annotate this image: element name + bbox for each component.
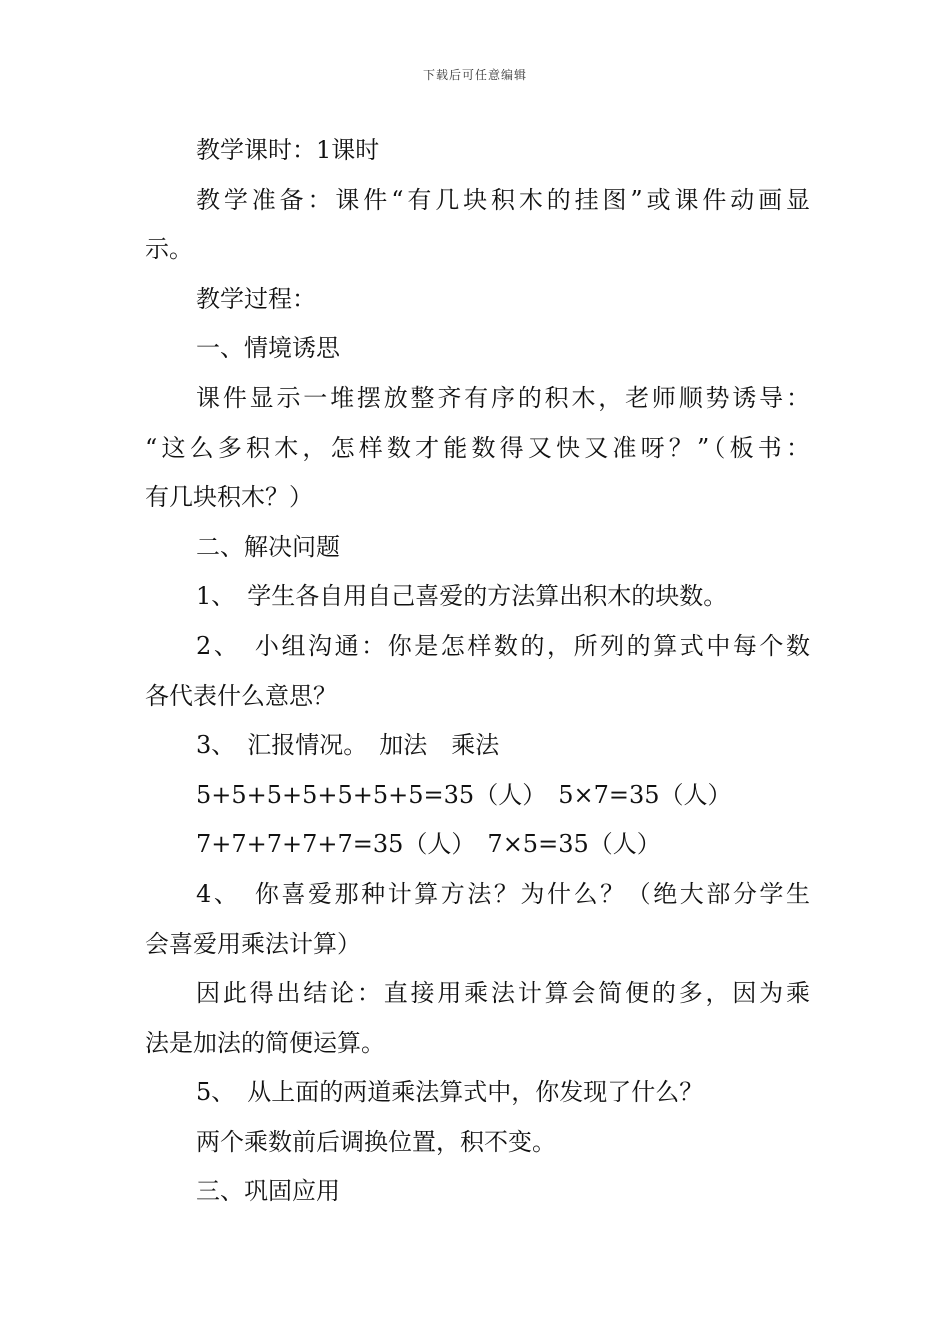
text-line: 因此得出结论：直接用乘法计算会简便的多，因为乘 — [196, 979, 810, 1008]
text-line: 示。 — [145, 235, 193, 264]
text-line: “这么多积木，怎样数才能数得又快又准呀？”（板书： — [145, 433, 810, 462]
page-header: 下载后可任意编辑 — [422, 68, 527, 82]
equation-line: 7+7+7+7+7=35（人） 7×5=35（人） — [196, 830, 661, 859]
text-line: 教学准备：课件“有几块积木的挂图”或课件动画显 — [196, 185, 810, 214]
section-heading: 教学过程： — [196, 284, 316, 313]
document-body — [145, 126, 810, 1217]
list-item: 5、 从上面的两道乘法算式中，你发现了什么？ — [196, 1078, 704, 1107]
equation-line: 5+5+5+5+5+5+5=35（人） 5×7=35（人） — [196, 780, 732, 809]
list-item: 4、 你喜爱那种计算方法？为什么？（绝大部分学生 — [196, 879, 810, 908]
section-heading: 三、巩固应用 — [196, 1177, 340, 1206]
text-line: 法是加法的简便运算。 — [145, 1028, 385, 1057]
list-item: 1、 学生各自用自己喜爱的方法算出积木的块数。 — [196, 582, 728, 611]
section-heading: 一、情境诱思 — [196, 334, 340, 363]
list-item: 2、 小组沟通：你是怎样数的，所列的算式中每个数 — [196, 631, 810, 660]
text-line: 各代表什么意思？ — [145, 681, 337, 710]
text-line: 教学课时：1课时 — [196, 136, 380, 164]
text-line: 会喜爱用乘法计算） — [145, 929, 361, 958]
text-line: 有几块积木？） — [145, 483, 313, 512]
text-line: 课件显示一堆摆放整齐有序的积木，老师顺势诱导： — [196, 383, 810, 412]
section-heading: 二、解决问题 — [196, 532, 340, 561]
list-item: 3、 汇报情况。 加法 乘法 — [196, 731, 500, 760]
text-line: 两个乘数前后调换位置，积不变。 — [196, 1127, 556, 1156]
